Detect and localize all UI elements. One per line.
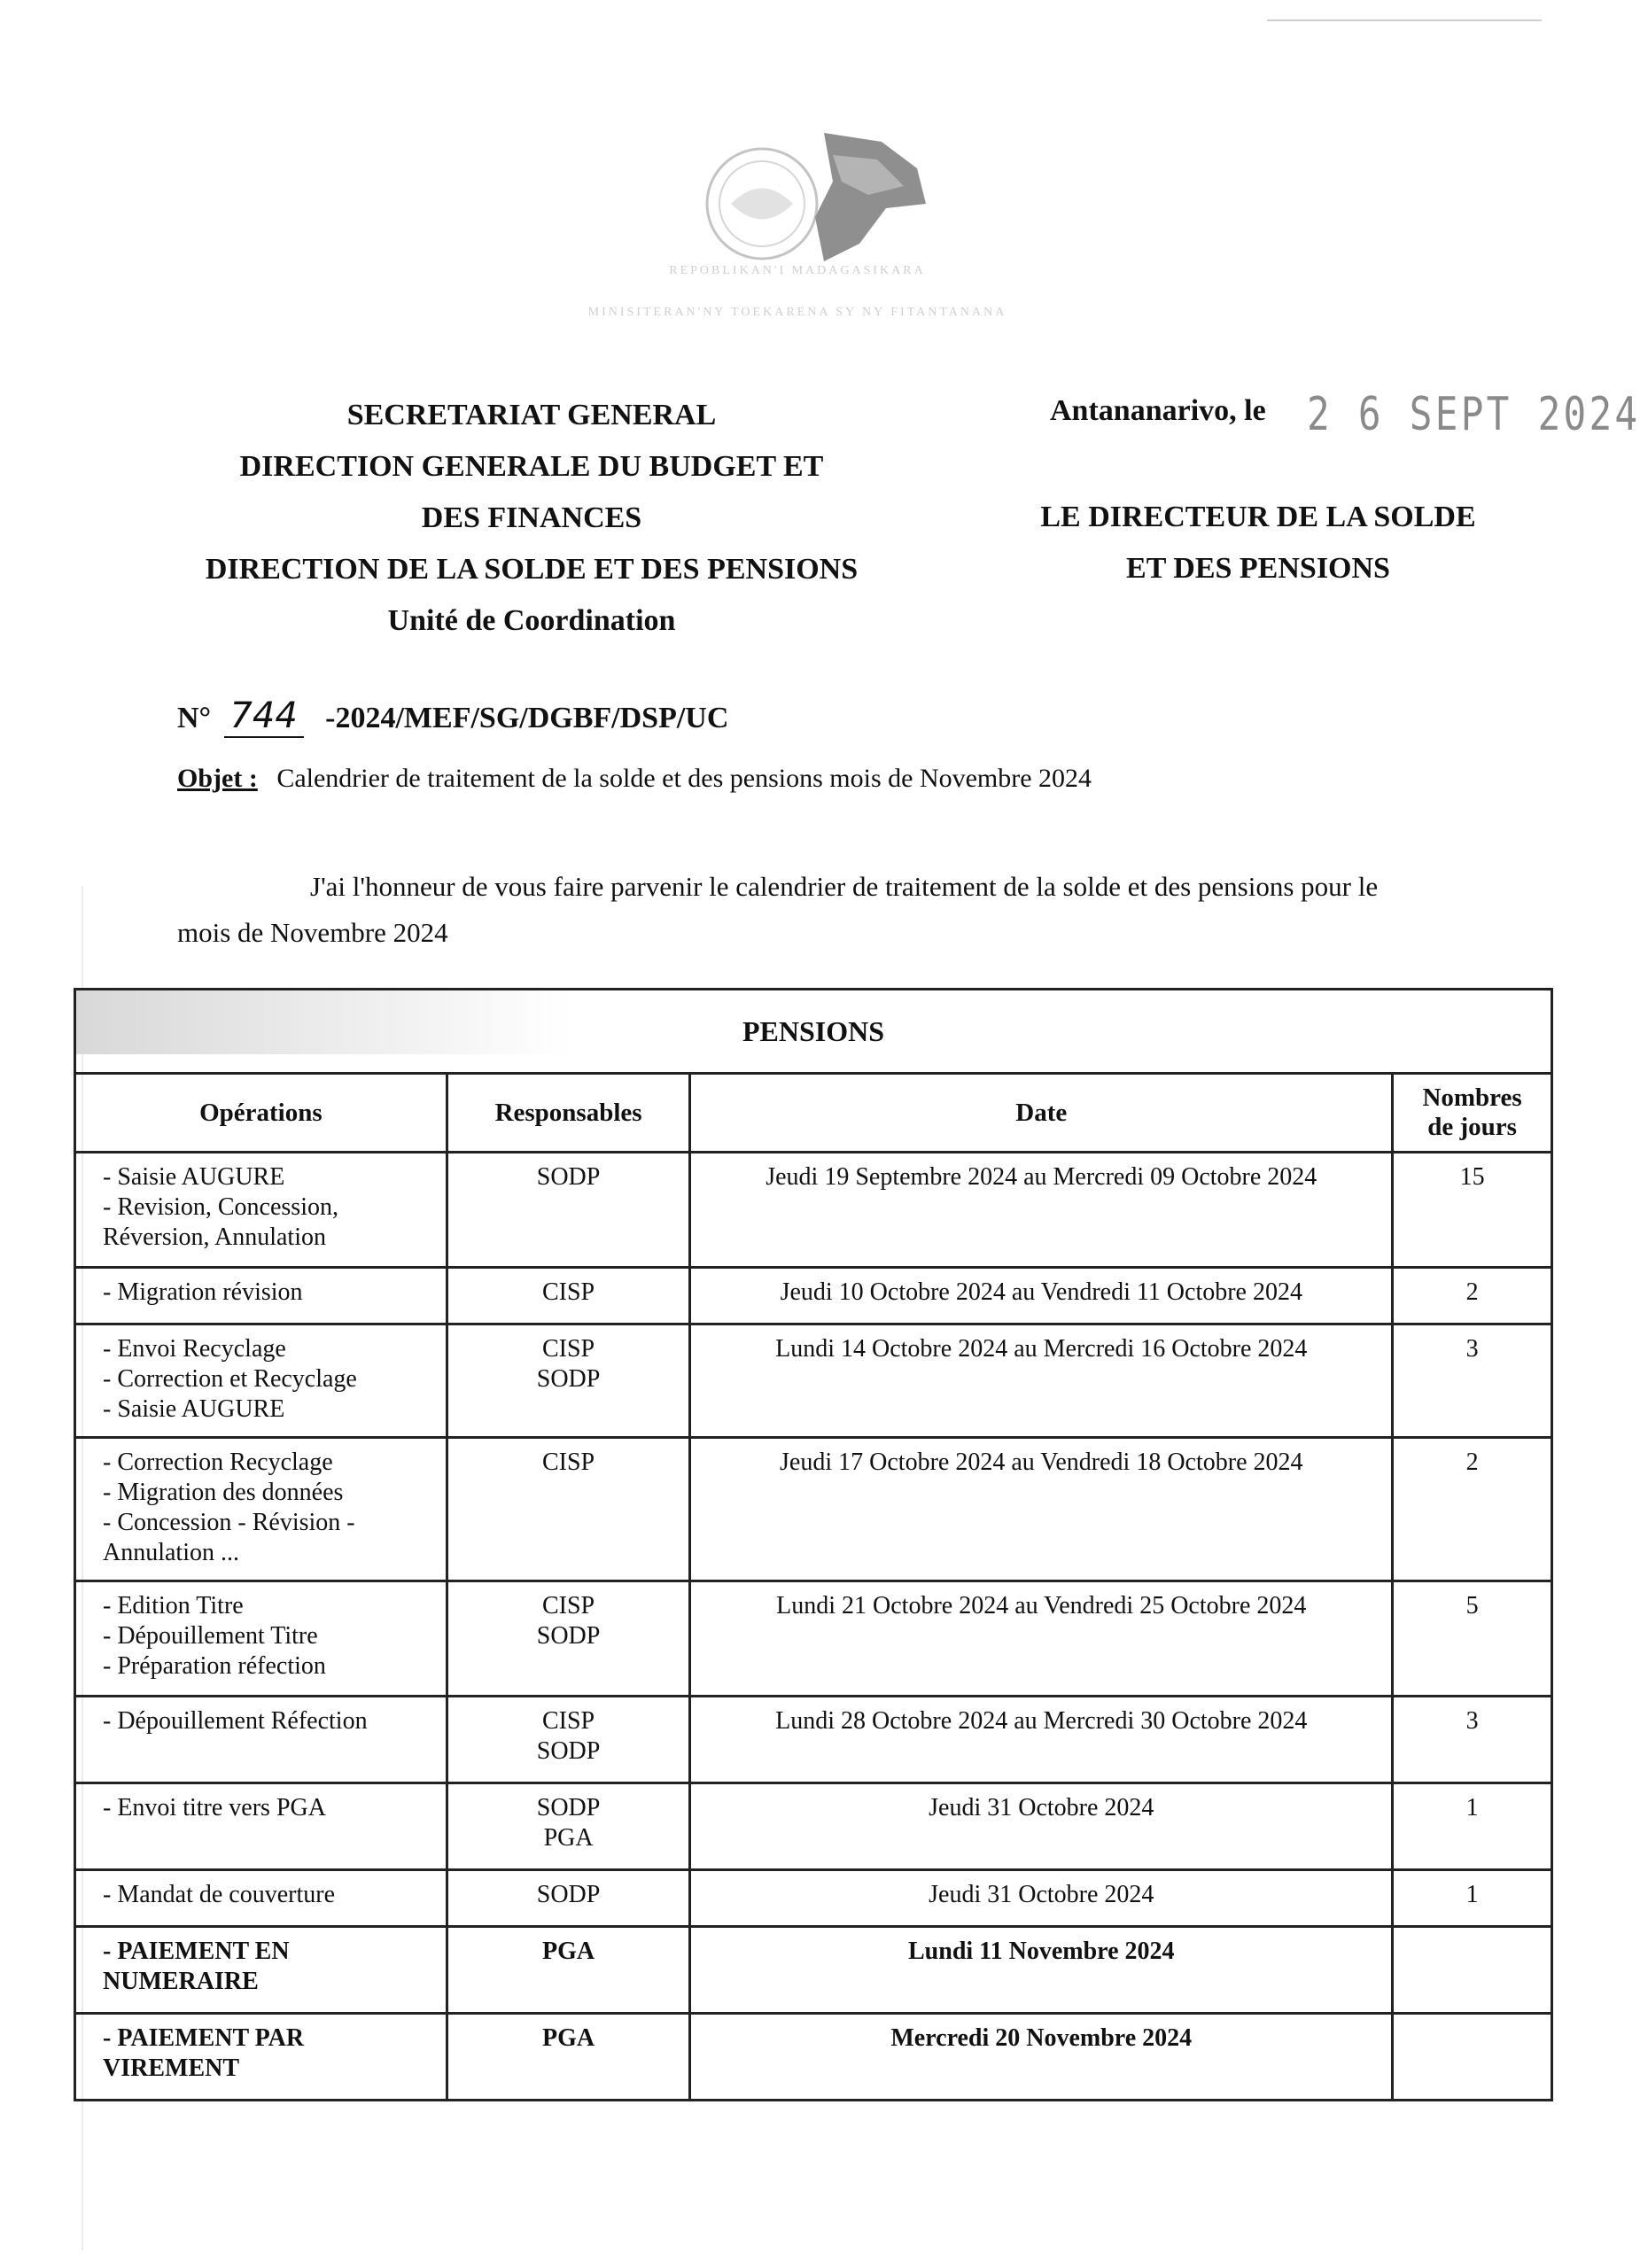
col-header-responsables: Responsables (447, 1074, 690, 1153)
operation-line: Réversion, Annulation (103, 1223, 326, 1251)
cell-operations (75, 1870, 447, 1927)
operation-line: - Revision, Concession, (103, 1193, 338, 1221)
operation-line: - Migration révision (103, 1278, 303, 1306)
responsable-line: SODP (536, 1365, 601, 1393)
col-header-days-line-2: de jours (1427, 1113, 1517, 1141)
subject-text: Calendrier de traitement de la solde et des pensions mois de Novembre 2024 (276, 764, 1092, 793)
cell-responsables (447, 1153, 690, 1268)
operation-line: - Mandat de couverture (103, 1881, 335, 1908)
operation-line: VIREMENT (103, 2054, 240, 2082)
issuer-line-1: SECRETARIAT GENERAL (346, 399, 717, 431)
responsable-line: CISP (541, 1592, 595, 1619)
reference-suffix: -2024/MEF/SG/DGBF/DSP/UC (325, 702, 729, 734)
cell-date: Lundi 21 Octobre 2024 au Vendredi 25 Octobre 2024 (690, 1581, 1393, 1697)
cell-operations (75, 1438, 447, 1581)
cell-days: 1 (1393, 1870, 1552, 1927)
signatory-line-2: ET DES PENSIONS (1126, 552, 1390, 585)
issuer-header (133, 390, 930, 647)
cell-days: 15 (1393, 1153, 1552, 1268)
col-header-date: Date (690, 1074, 1393, 1153)
table-row (75, 1324, 1552, 1438)
date-stamp: 2 6 SEPT 2024 (1307, 388, 1640, 441)
operation-line: - Correction et Recyclage (103, 1365, 357, 1393)
cell-operations (75, 1153, 447, 1268)
col-header-days (1393, 1074, 1552, 1153)
operation-line: - Préparation réfection (103, 1652, 326, 1680)
cell-operations (75, 1581, 447, 1697)
emblem-caption-2: MINISITERAN'NY TOEKARENA SY NY FITANTANANA (587, 306, 1007, 319)
cell-responsables (447, 2014, 690, 2101)
pensions-calendar-table (74, 988, 1553, 2101)
operation-line: - Migration des données (103, 1479, 344, 1506)
operation-line: - Saisie AUGURE (103, 1163, 285, 1191)
table-row (75, 1268, 1552, 1324)
responsable-line: CISP (541, 1335, 595, 1363)
operation-line: - Envoi titre vers PGA (103, 1794, 326, 1821)
responsable-line: SODP (536, 1622, 601, 1650)
issuer-line-3: DES FINANCES (421, 501, 642, 534)
table-row (75, 1783, 1552, 1870)
cell-date: Jeudi 17 Octobre 2024 au Vendredi 18 Octobre 2024 (690, 1438, 1393, 1581)
table-row (75, 1697, 1552, 1783)
responsable-line: CISP (541, 1449, 595, 1476)
cell-responsables (447, 1870, 690, 1927)
operation-line: - PAIEMENT EN (103, 1938, 290, 1965)
cell-date: Jeudi 31 Octobre 2024 (690, 1783, 1393, 1870)
place-label: Antananarivo, le (1050, 394, 1266, 427)
reference-number (177, 695, 728, 738)
issuer-line-4: DIRECTION DE LA SOLDE ET DES PENSIONS (205, 553, 859, 586)
cell-date: Mercredi 20 Novembre 2024 (690, 2014, 1393, 2101)
reference-handwritten-number: 744 (224, 695, 304, 738)
col-header-operations: Opérations (75, 1074, 447, 1153)
issuer-line-5: Unité de Coordination (387, 604, 676, 637)
cell-operations (75, 1268, 447, 1324)
cell-responsables (447, 1324, 690, 1438)
cell-operations (75, 1783, 447, 1870)
issuer-line-2: DIRECTION GENERALE DU BUDGET ET (239, 450, 824, 483)
table-row (75, 2014, 1552, 2101)
signatory-title (1001, 492, 1515, 594)
operation-line: - Edition Titre (103, 1592, 244, 1619)
responsable-line: CISP (541, 1707, 595, 1735)
cell-operations (75, 1697, 447, 1783)
cell-days: 1 (1393, 1783, 1552, 1870)
subject-label: Objet : (177, 764, 258, 793)
table-body (75, 1153, 1552, 2101)
cell-days: 2 (1393, 1268, 1552, 1324)
reference-prefix: N° (177, 702, 212, 734)
responsable-line: SODP (536, 1794, 601, 1821)
body-line-1: J'ai l'honneur de vous faire parvenir le calendrier de traitement de la solde et des pensions pour le (310, 871, 1379, 902)
cell-responsables (447, 1697, 690, 1783)
operation-line: NUMERAIRE (103, 1968, 259, 1995)
responsable-line: SODP (536, 1163, 601, 1191)
cell-operations (75, 1324, 447, 1438)
responsable-line: CISP (541, 1278, 595, 1306)
subject-line (177, 764, 1092, 794)
cell-responsables (447, 1581, 690, 1697)
cell-days: 3 (1393, 1324, 1552, 1438)
scan-smudge (76, 990, 572, 1054)
cell-operations (75, 1927, 447, 2014)
table-row (75, 1438, 1552, 1581)
operation-line: - Dépouillement Titre (103, 1622, 318, 1650)
letter-body (177, 864, 1488, 956)
table-header-row (75, 1074, 1552, 1153)
cell-responsables (447, 1783, 690, 1870)
cell-operations (75, 2014, 447, 2101)
cell-date: Jeudi 19 Septembre 2024 au Mercredi 09 Octobre 2024 (690, 1153, 1393, 1268)
table-title-row (75, 990, 1552, 1074)
cell-days: 2 (1393, 1438, 1552, 1581)
table-row (75, 1153, 1552, 1268)
operation-line: Annulation ... (103, 1539, 239, 1566)
emblem-caption-1: REPOBLIKAN'I MADAGASIKARA (669, 264, 926, 277)
cell-responsables (447, 1268, 690, 1324)
table-title: PENSIONS (742, 1014, 885, 1047)
operation-line: - PAIEMENT PAR (103, 2024, 305, 2052)
operation-line: - Concession - Révision - (103, 1509, 355, 1536)
operation-line: - Saisie AUGURE (103, 1395, 285, 1423)
cell-days (1393, 1927, 1552, 2014)
cell-date: Lundi 28 Octobre 2024 au Mercredi 30 Octobre 2024 (690, 1697, 1393, 1783)
responsable-line: SODP (536, 1737, 601, 1765)
cell-date: Jeudi 10 Octobre 2024 au Vendredi 11 Octobre 2024 (690, 1268, 1393, 1324)
cell-days (1393, 2014, 1552, 2101)
table-row (75, 1870, 1552, 1927)
cell-date: Lundi 14 Octobre 2024 au Mercredi 16 Octobre 2024 (690, 1324, 1393, 1438)
cell-responsables (447, 1927, 690, 2014)
responsable-line: PGA (543, 1824, 594, 1852)
table-title-cell (75, 990, 1552, 1074)
body-line-2: mois de Novembre 2024 (177, 917, 448, 948)
signatory-line-1: LE DIRECTEUR DE LA SOLDE (1040, 501, 1476, 533)
cell-days: 3 (1393, 1697, 1552, 1783)
operation-line: - Correction Recyclage (103, 1449, 333, 1476)
responsable-line: PGA (542, 1938, 595, 1965)
operation-line: - Envoi Recyclage (103, 1335, 286, 1363)
operation-line: - Dépouillement Réfection (103, 1707, 368, 1735)
scan-edge-line (1267, 19, 1542, 21)
table-row (75, 1581, 1552, 1697)
cell-responsables (447, 1438, 690, 1581)
col-header-days-line-1: Nombres (1422, 1084, 1522, 1112)
table-row (75, 1927, 1552, 2014)
responsable-line: SODP (536, 1881, 601, 1908)
responsable-line: PGA (542, 2024, 595, 2052)
cell-days: 5 (1393, 1581, 1552, 1697)
madagascar-emblem-icon (691, 120, 930, 266)
cell-date: Jeudi 31 Octobre 2024 (690, 1870, 1393, 1927)
cell-date: Lundi 11 Novembre 2024 (690, 1927, 1393, 2014)
